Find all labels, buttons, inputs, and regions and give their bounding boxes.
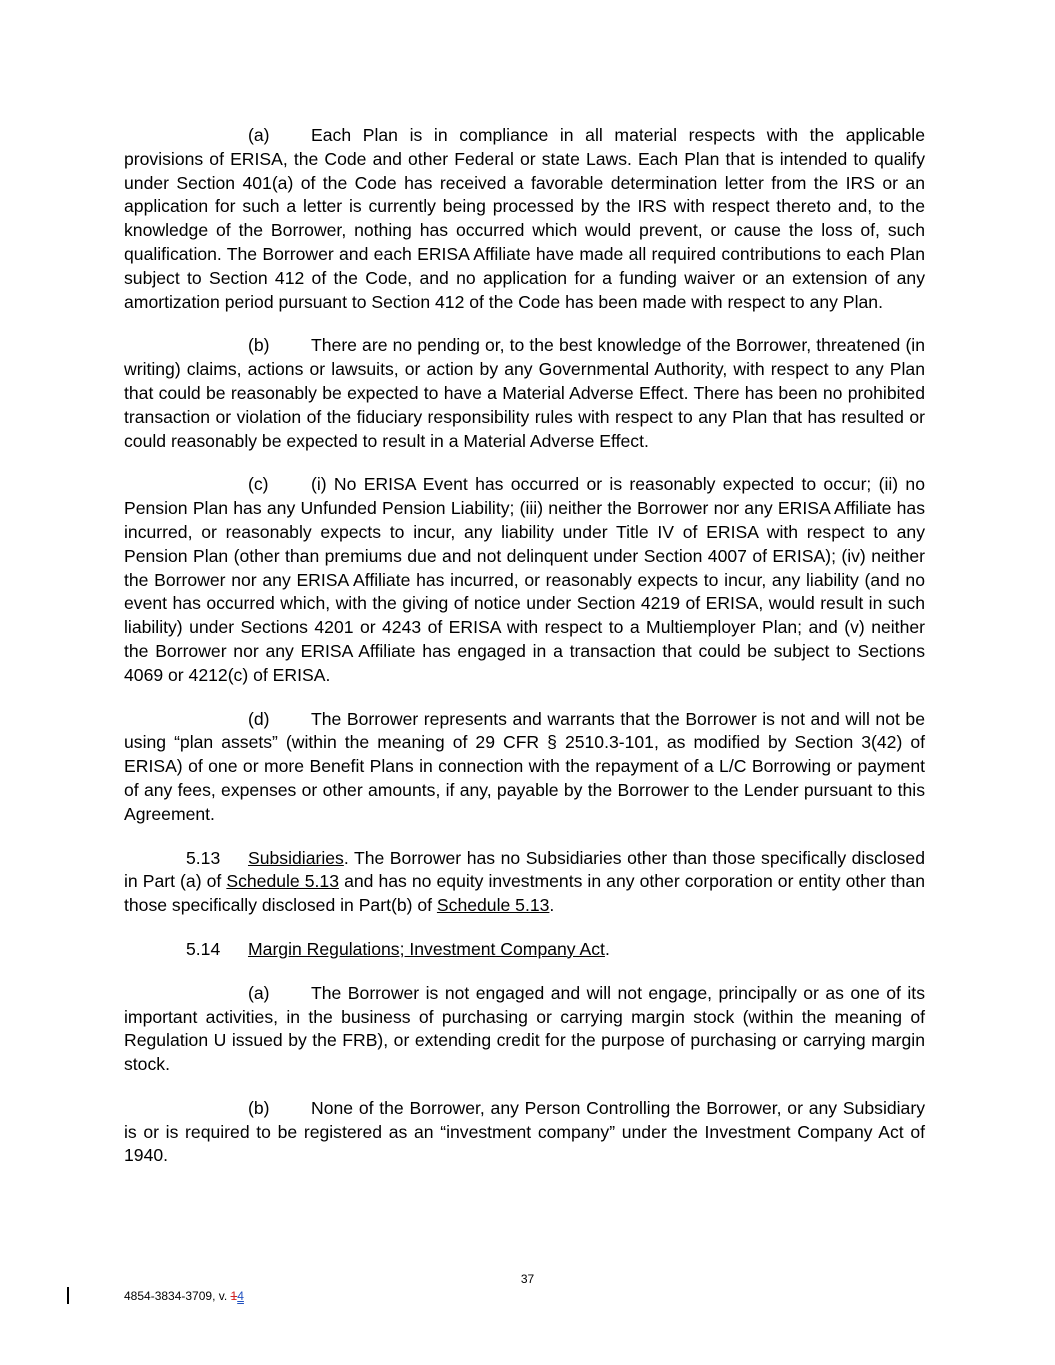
section-5-14-heading [124, 938, 925, 962]
document-page [124, 124, 925, 1188]
revision-change-bar [67, 1287, 69, 1304]
section-text: . [549, 895, 555, 916]
para-text: The Borrower is not engaged and will not engage, principally or as one of its important activities, in the business of purchasing or carrying margin stock (within the meaning of Regulation U issued by the FRB), or extending credit for the purpose of purchasing or carrying margin stock. [124, 982, 925, 1075]
section-number: 5.13 [186, 847, 221, 868]
para-5-14-b [124, 1097, 925, 1168]
para-text: Each Plan is in compliance in all material respects with the applicable provisions of ERISA, the Code and other Federal or state Laws. Each Plan that is intended to qualify under Section 401(a) of the Code has received a favorable determination letter from the IRS or an application for such a letter is currently being processed by the IRS with respect thereto and, to the knowledge of the Borrower, nothing has occurred which would prevent, or cause the loss of, such qualification. The Borrower and each ERISA Affiliate have made all required contributions to each Plan subject to Section 412 of the Code, and no application for a funding waiver or an extension of any amortization period pursuant to Section 412 of the Code has been made with respect to any Plan. [124, 125, 925, 312]
para-5-14-a [124, 982, 925, 1077]
para-5-12-a [124, 124, 925, 314]
section-title: Margin Regulations; Investment Company Act [248, 938, 605, 959]
para-label: (d) [248, 708, 270, 729]
version-inserted: 4 [237, 1289, 244, 1303]
para-label: (b) [248, 1097, 270, 1118]
document-id-footer [124, 1289, 244, 1303]
section-number: 5.14 [186, 938, 221, 959]
para-5-12-c [124, 473, 925, 687]
section-title: Subsidiaries [248, 847, 344, 868]
para-text: (i) No ERISA Event has occurred or is reasonably expected to occur; (ii) no Pension Plan has any Unfunded Pension Liability; (iii) neither the Borrower nor any ERISA Affiliate has incurred, or reasonably expects to incur, any liability under Title IV of ERISA with respect to any Pension Plan (other than premiums due and not delinquent under Section 4007 of ERISA); (iv) neither the Borrower nor any ERISA Affiliate has incurred, or reasonably expects to incur, any liability (and no event has occurred which, with the giving of notice under Section 4219 of ERISA, would result in such liability) under Sections 4201 or 4243 of ERISA with respect to a Multiemployer Plan; and (v) neither the Borrower nor any ERISA Affiliate has engaged in a transaction that could be subject to Sections 4069 or 4212(c) of ERISA. [124, 474, 925, 685]
para-label: (a) [248, 125, 270, 145]
schedule-reference: Schedule 5.13 [436, 895, 550, 916]
para-5-12-b [124, 334, 925, 453]
section-text: . The Borrower has no Subsidiaries other than those specifically disclosed in Part (a) of [124, 847, 925, 892]
para-text: None of the Borrower, any Person Controlling the Borrower, or any Subsidiary is or is required to be registered as an “investment company” under the Investment Company Act of 1940. [124, 1097, 925, 1166]
section-title-end: . [604, 938, 610, 959]
para-label: (a) [248, 982, 270, 1003]
version-deleted: 1 [230, 1289, 238, 1303]
schedule-reference: Schedule 5.13 [226, 871, 340, 892]
para-label: (b) [248, 335, 270, 356]
doc-id: 4854-3834-3709, v. [124, 1289, 231, 1303]
page-number: 37 [520, 1272, 535, 1286]
para-label: (c) [248, 474, 269, 495]
section-text: and has no equity investments in any other corporation or entity other than those specifically disclosed in Part(b) of [124, 871, 925, 916]
section-5-13 [124, 847, 925, 918]
para-text: The Borrower represents and warrants that the Borrower is not and will not be using “plan assets” (within the meaning of 29 CFR § 2510.3-101, as modified by Section 3(42) of ERISA) of one or more Benefit Plans in connection with the repayment of a L/C Borrowing or payment of any fees, expenses or other amounts, if any, payable by the Borrower to the Lender pursuant to this Agreement. [124, 708, 925, 824]
para-5-12-d [124, 708, 925, 827]
para-text: There are no pending or, to the best knowledge of the Borrower, threatened (in writing) claims, actions or lawsuits, or action by any Governmental Authority, with respect to any Plan that could be reasonably be expected to have a Material Adverse Effect. There has been no prohibited transaction or violation of the fiduciary responsibility rules with respect to any Plan that has resulted or could reasonably be expected to result in a Material Adverse Effect. [124, 335, 925, 451]
